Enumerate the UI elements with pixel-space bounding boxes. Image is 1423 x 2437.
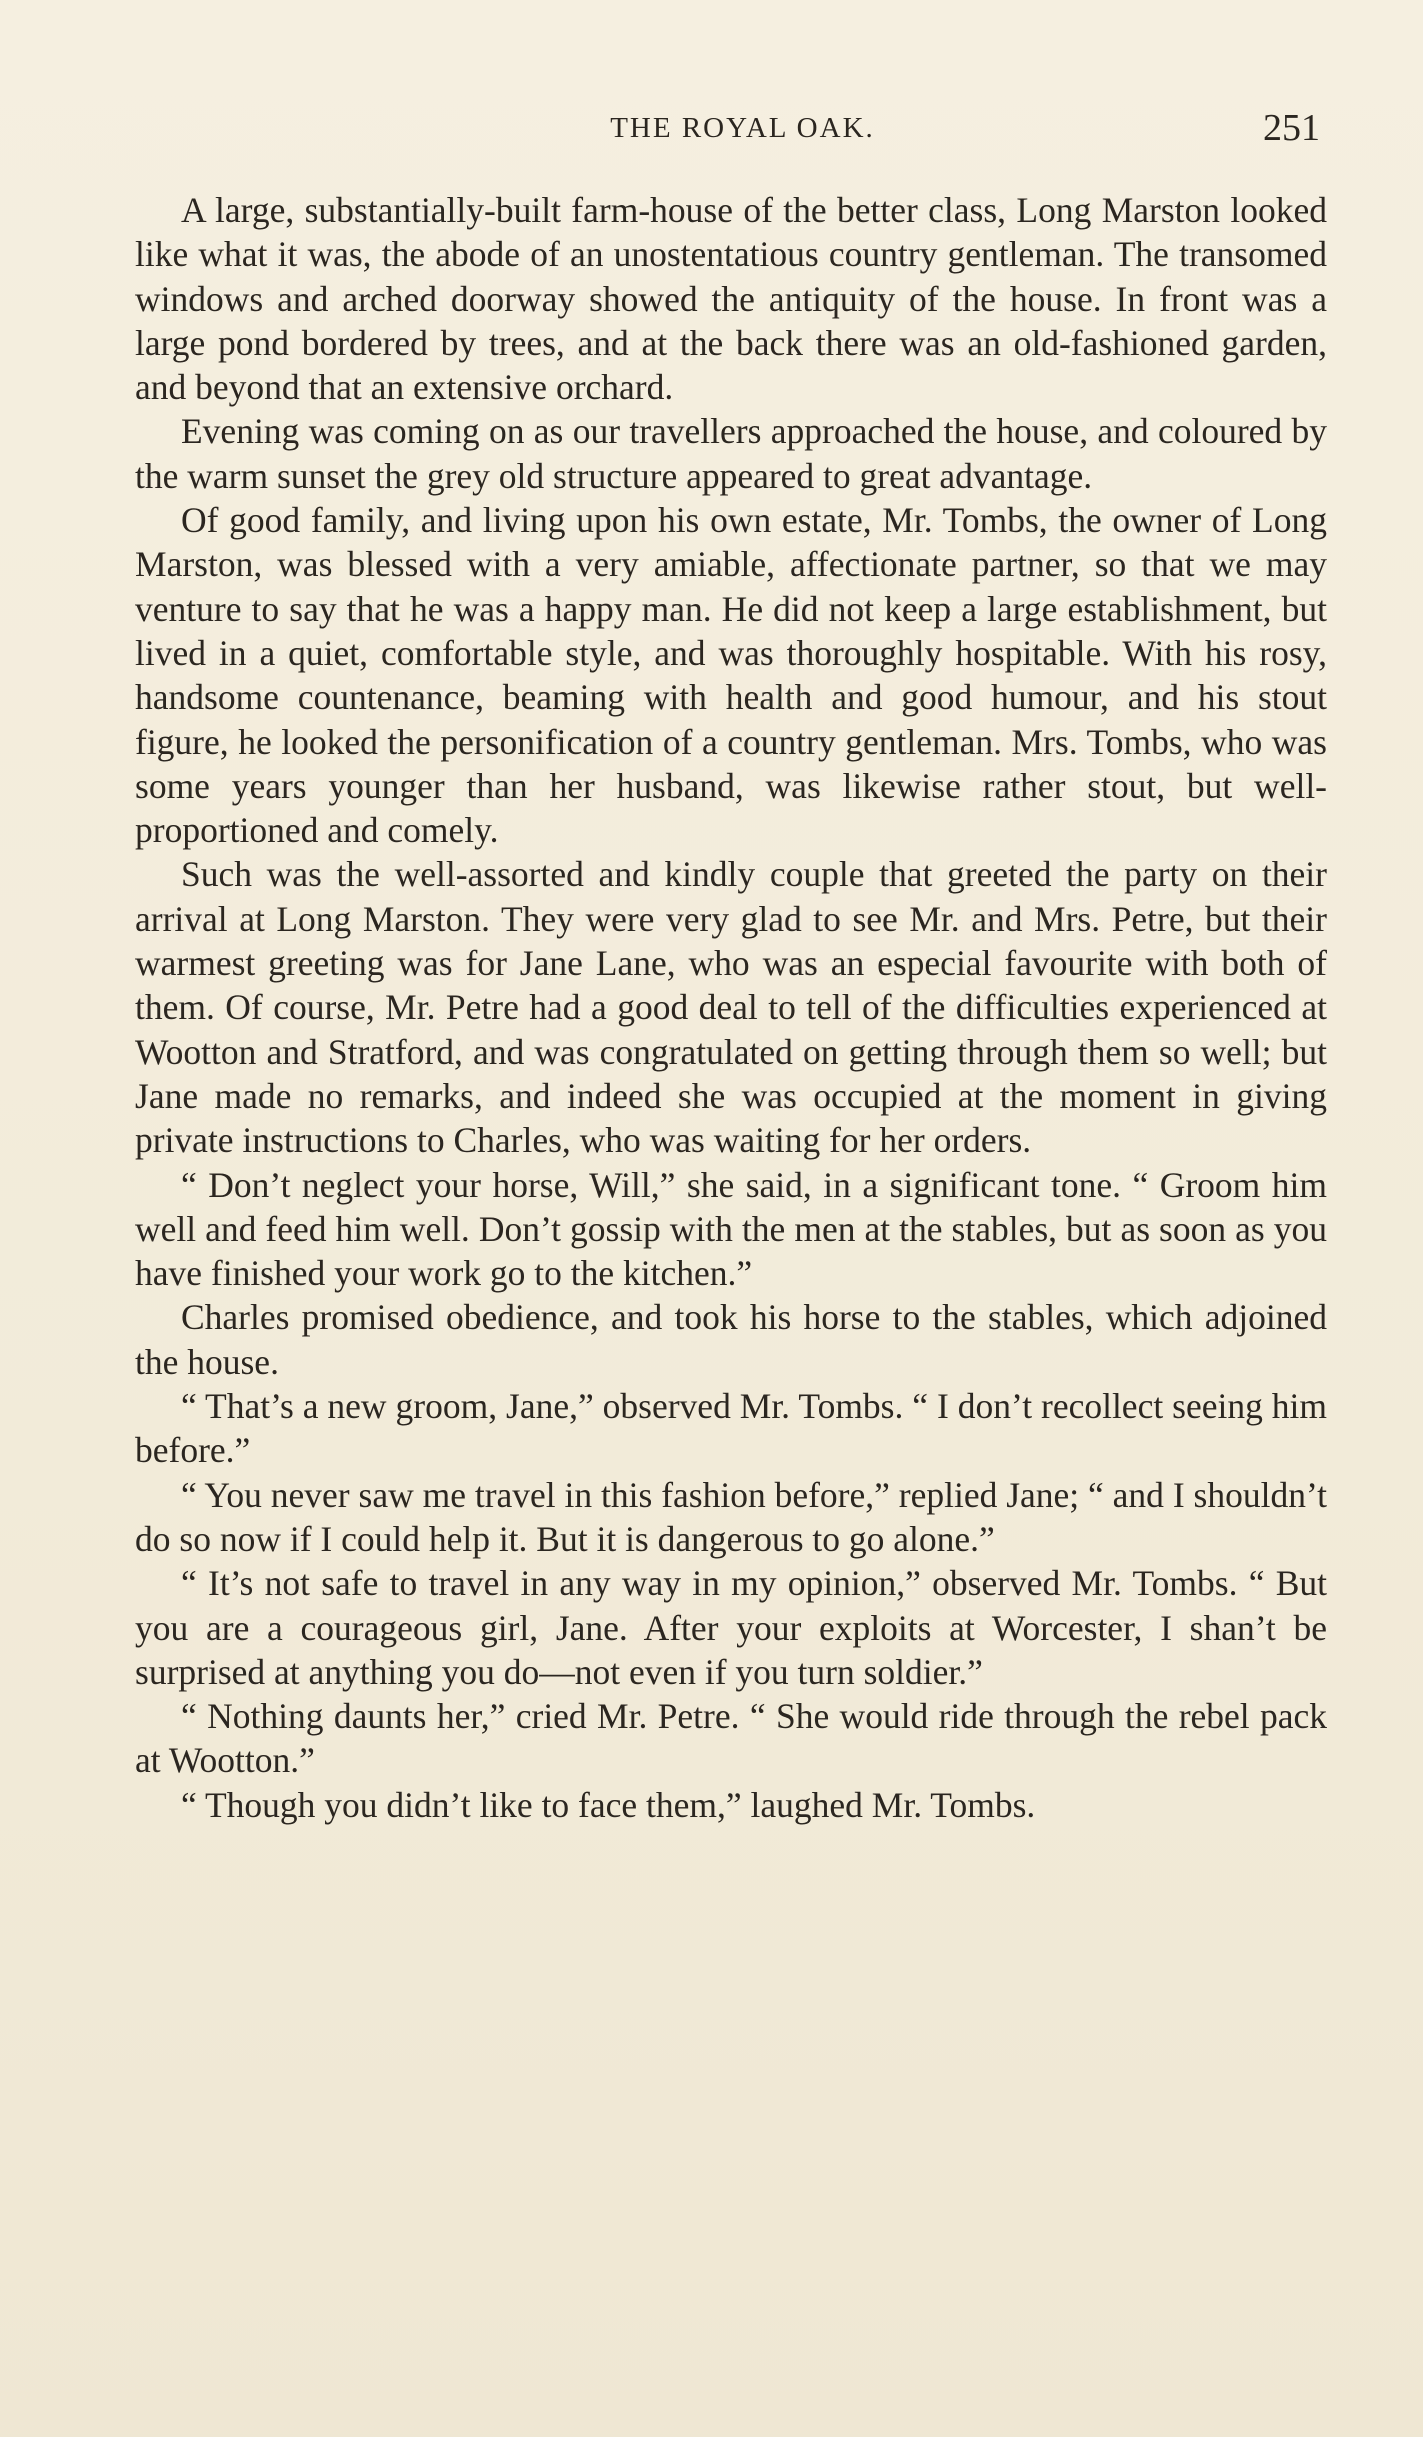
paragraph-jane-reply: “ You never saw me travel in this fashion before,” replied Jane; “ and I shouldn’t do so now if I could help it. But it is dangerous to go alone.” <box>135 1474 1327 1559</box>
running-title: THE ROYAL OAK. <box>610 112 875 144</box>
paragraph-mr-tombs: Of good family, and living upon his own estate, Mr. Tombs, the owner of Long Marston, was blessed with a very amiable, affectionate partner, so that we may venture to say that he was a happy man. He did not keep a large establishment, but lived in a quiet, comfortable style, and was thoroughly hospitable. With his rosy, handsome countenance, beaming with health and good humour, and his stout figure, he looked the personification of a country gentleman. Mrs. Tombs, who was some years younger than her husband, was likewise rather stout, but well-proportioned and comely. <box>135 500 1327 851</box>
paragraph-new-groom: “ That’s a new groom, Jane,” observed Mr. Tombs. “ I don’t recollect seeing him before.” <box>135 1386 1327 1471</box>
paragraph-face-them: “ Though you didn’t like to face them,” laughed Mr. Tombs. <box>181 1784 1036 1825</box>
body-text <box>135 188 1327 1827</box>
paragraph-nothing-daunts: “ Nothing daunts her,” cried Mr. Petre. “ She would ride through the rebel pack at Wootton.” <box>135 1696 1327 1781</box>
page-number: 251 <box>1263 107 1320 149</box>
running-head <box>165 106 1320 156</box>
paragraph-not-safe: “ It’s not safe to travel in any way in my opinion,” observed Mr. Tombs. “ But you are a courageous girl, Jane. After your exploits at Worcester, I shan’t be surprised at anything you do—not even if you turn soldier.” <box>135 1563 1327 1692</box>
paragraph-charles-obedience: Charles promised obedience, and took his horse to the stables, which adjoined the house. <box>135 1297 1327 1382</box>
paragraph-greeting: Such was the well-assorted and kindly couple that greeted the party on their arrival at Long Marston. They were very glad to see Mr. and Mrs. Petre, but their warmest greeting was for Jane Lane, who was an especial favourite with both of them. Of course, Mr. Petre had a good deal to tell of the difficulties experienced at Wootton and Stratford, and was congratulated on getting through them so well; but Jane made no remarks, and indeed she was occupied at the moment in giving private instructions to Charles, who was waiting for her orders. <box>135 854 1327 1161</box>
paragraph-evening: Evening was coming on as our travellers approached the house, and coloured by the warm sunset the grey old structure appeared to great advantage. <box>135 411 1327 496</box>
paragraph-farmhouse: A large, substantially-built farm-house of the better class, Long Marston looked like what it was, the abode of an unostentatious country gentleman. The transomed windows and arched doorway showed the antiquity of the house. In front was a large pond bordered by trees, and at the back there was an old-fashioned garden, and beyond that an extensive orchard. <box>135 190 1327 408</box>
paragraph-jane-instructions: “ Don’t neglect your horse, Will,” she said, in a significant tone. “ Groom him well and feed him well. Don’t gossip with the men at the stables, but as soon as you have finished your work go to the kitchen.” <box>135 1164 1327 1294</box>
